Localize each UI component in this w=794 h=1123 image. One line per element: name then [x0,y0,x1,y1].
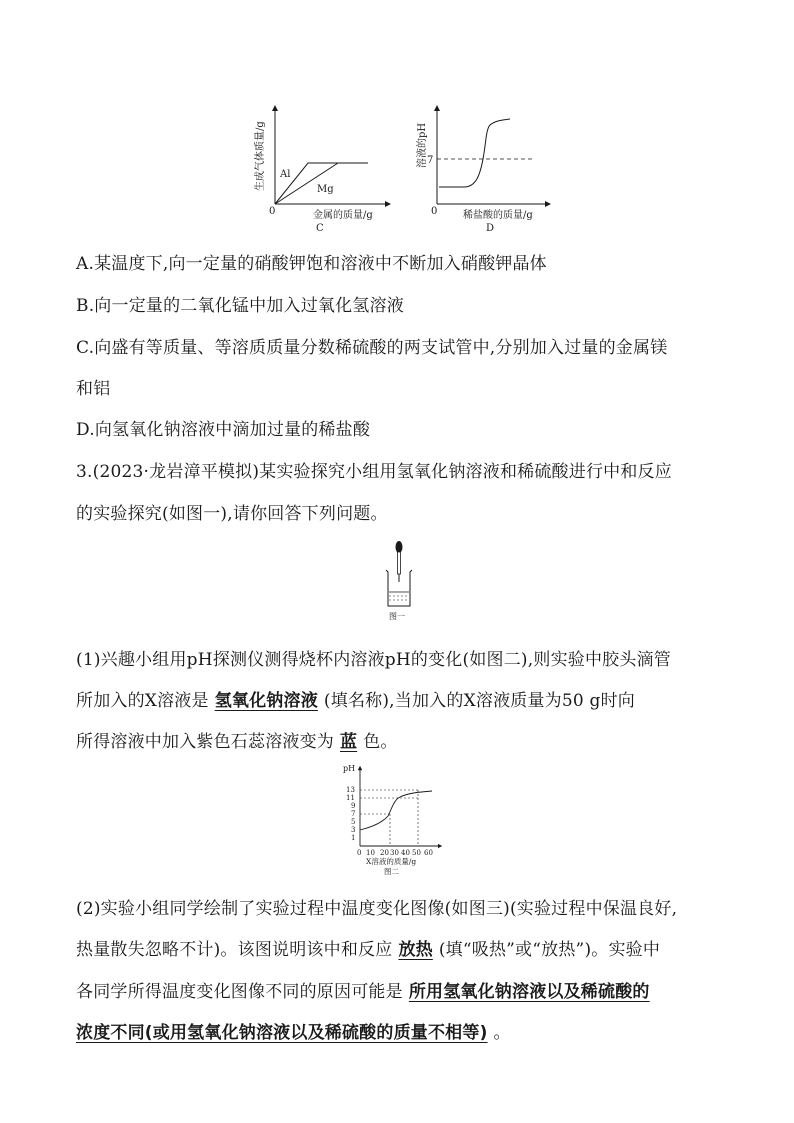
question-3-line1: 3.(2023·龙岩漳平模拟)某实验探究小组用氢氧化钠溶液和稀硫酸进行中和反应 [76,462,672,482]
figure-2-ytick: 7 [351,810,356,818]
figure-1-caption: 图一 [389,612,405,621]
part-1-text: 色。 [363,732,398,752]
part-2-text: (填“吸热”或“放热”)。实验中 [438,940,661,960]
figure-c-label-mg: Mg [317,184,334,195]
part-2-line2 [76,938,660,962]
part-2-line4 [76,1021,511,1045]
figure-c-origin: 0 [269,206,276,217]
figure-2-caption: 图二 [384,867,399,876]
figure-2-ph-curve [360,791,432,830]
option-c-line1: C.向盛有等质量、等溶质质量分数稀硫酸的两支试管中,分别加入过量的金属镁 [76,338,668,358]
question-3-line2: 的实验探究(如图一),请你回答下列问题。 [76,504,388,524]
figure-2-ytick: 5 [351,818,356,826]
option-d: D.向氢氧化钠溶液中滴加过量的稀盐酸 [76,420,371,440]
figure-2-xtick: 10 [366,849,375,857]
figure-2-ph-chart [340,760,460,880]
part-1-line2 [76,689,635,713]
part-1-text: 所加入的X溶液是 [76,691,209,711]
answer-reason-part2: 浓度不同(或用氢氧化钠溶液以及稀硫酸的质量不相等) [76,1023,488,1043]
figure-c [250,100,400,236]
option-b: B.向一定量的二氧化锰中加入过氧化氢溶液 [76,296,404,316]
figure-d-ph-curve [439,119,510,187]
option-a: A.某温度下,向一定量的硝酸钾饱和溶液中不断加入硝酸钾晶体 [76,254,547,274]
figure-c-xlabel: 金属的质量/g [313,210,373,221]
answer-heat-type: 放热 [398,940,433,960]
dropper-tube [398,552,401,574]
figure-2-ytick: 9 [351,802,356,810]
figure-c-ylabel: 生成气体质量/g [255,121,266,191]
figure-2-xtick: 50 [412,849,421,857]
figure-c-label-al: Al [280,169,291,180]
part-2-line3 [76,980,656,1004]
part-1-line1: (1)兴趣小组用pH探测仪测得烧杯内溶液pH的变化(如图二),则实验中胶头滴管 [76,650,671,670]
answer-x-solution: 氢氧化钠溶液 [214,691,318,711]
figure-2-ylabel: pH [343,764,356,773]
figure-2-ytick: 11 [346,794,355,802]
figure-2-ytick: 13 [346,786,355,794]
part-1-line3 [76,730,398,754]
figure-d-xlabel: 稀盐酸的质量/g [463,210,533,221]
answer-reason-part1: 所用氢氧化钠溶液以及稀硫酸的 [408,982,650,1002]
part-2-text: 热量散失忽略不计)。该图说明该中和反应 [76,940,393,960]
figure-d-caption: D [486,223,495,234]
part-2-line1: (2)实验小组同学绘制了实验过程中温度变化图像(如图三)(实验过程中保温良好, [76,899,678,919]
figure-d-ylabel: 溶液的pH [417,122,428,168]
dropper-bulb [396,541,403,553]
figure-2-xtick: 0 [357,849,362,857]
figure-2-ytick: 1 [351,834,356,842]
figure-2-xtick: 60 [424,849,433,857]
figure-d-origin: 0 [431,206,438,217]
figure-d [412,100,558,236]
part-2-text: 各同学所得温度变化图像不同的原因可能是 [76,982,403,1002]
part-1-text: (填名称),当加入的X溶液质量为50 g时向 [323,691,635,711]
answer-litmus-color: 蓝 [340,732,358,752]
figure-d-tick-7: 7 [427,155,434,166]
part-2-end: 。 [493,1023,511,1043]
part-1-text: 所得溶液中加入紫色石蕊溶液变为 [76,732,334,752]
figure-2-xlabel: X溶液的质量/g [366,857,417,866]
option-c-line2: 和铝 [76,379,111,399]
figure-2-xtick: 20 [380,849,389,857]
figure-c-caption: C [316,223,324,234]
figure-2-ytick: 3 [351,826,356,834]
figure-1-beaker-dropper [379,540,421,622]
figure-2-xtick: 40 [401,849,410,857]
figure-2-xtick: 30 [390,849,399,857]
